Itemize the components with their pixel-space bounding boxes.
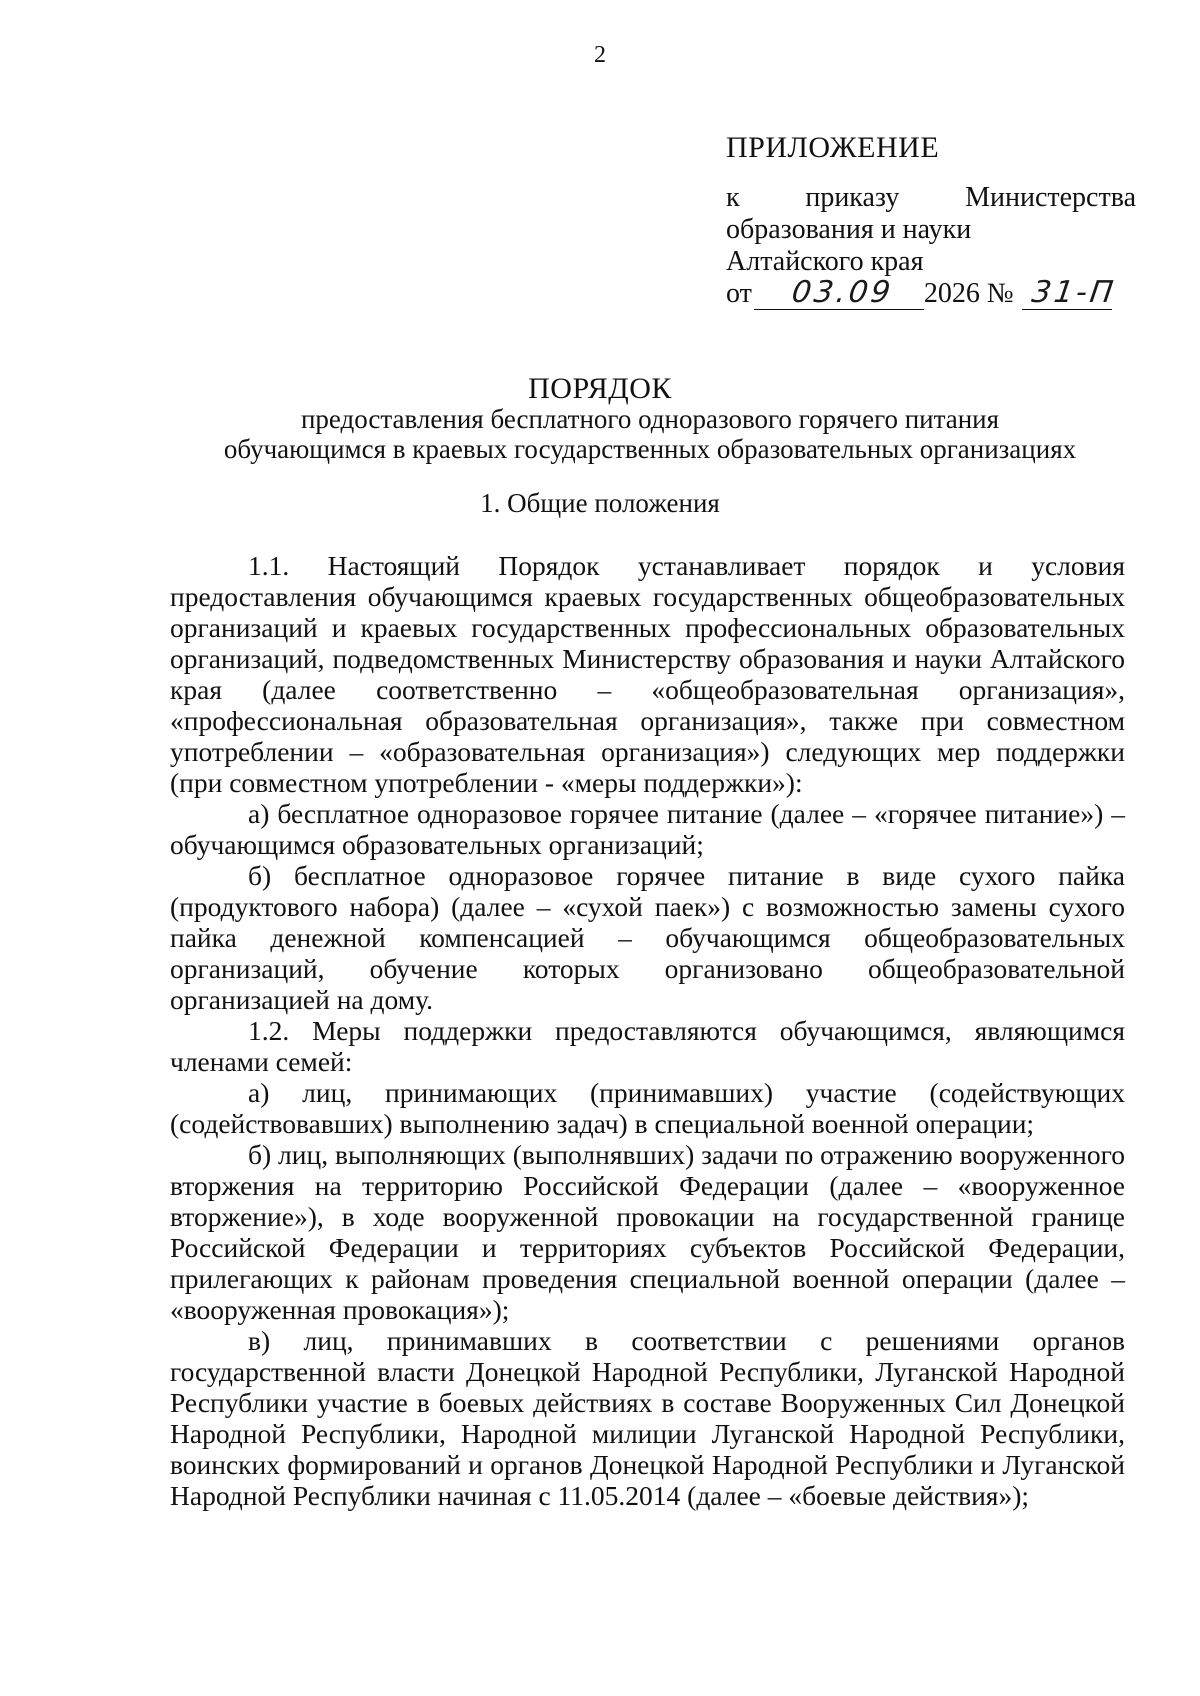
number-blank xyxy=(1022,275,1118,310)
document-body xyxy=(170,550,1125,1511)
section-heading: 1. Общие положения xyxy=(480,488,720,518)
paragraph-1-1-b: б) бесплатное одноразовое горячее питание в виде сухого пайка (продуктового набора) (далее – «сухой паек») с возможностью замены сухого пайка денежной компенсацией – обучающимся общеобразовательных организаций, обучение которых организовано общеобразовательной организацией на дому. xyxy=(170,860,1125,1015)
appendix-line-1: к приказу Министерства xyxy=(726,182,1136,213)
page-number: 2 xyxy=(594,42,606,68)
paragraph-1-2-b: б) лиц, выполняющих (выполнявших) задачи по отражению вооруженного вторжения на территорию Российской Федерации (далее – «вооруженное вторжение»), в ходе вооруженной провокации на государственной границе Российской Федерации и территориях субъектов Российской Федерации, прилегающих к районам проведения специальной военной операции (далее – «вооруженная провокация»); xyxy=(170,1139,1125,1325)
appendix-block xyxy=(726,132,1136,310)
paragraph-1-1: 1.1. Настоящий Порядок устанавливает порядок и условия предоставления обучающимся краевых государственных общеобразовательных организаций и краевых государственных профессиональных образовательных организаций, подведомственных Министерству образования и науки Алтайского края (далее соответственно – «общеобразовательная организация», «профессиональная образовательная организация», также при совместном употреблении – «образовательная организация») следующих мер поддержки (при совместном употреблении - «меры поддержки»): xyxy=(170,550,1125,798)
subtitle-line-2: обучающимся в краевых государственных образовательных организациях xyxy=(223,434,1077,464)
date-blank xyxy=(754,275,924,310)
order-year: 2026 № xyxy=(923,278,1014,309)
paragraph-1-2: 1.2. Меры поддержки предоставляются обучающимся, являющимся членами семей: xyxy=(170,1015,1125,1077)
handwritten-date: 03.09 xyxy=(789,275,896,310)
handwritten-number: 31-П xyxy=(1029,275,1118,310)
paragraph-1-1-a: а) бесплатное одноразовое горячее питание (далее – «горячее питание») – обучающимся образовательных организаций; xyxy=(170,798,1125,860)
subtitle-line-1: предоставления бесплатного одноразового горячего питания xyxy=(300,404,1000,434)
paragraph-1-2-a: а) лиц, принимающих (принимавших) участие (содействующих (содействовавших) выполнению задач) в специальной военной операции; xyxy=(170,1077,1125,1139)
appendix-line-3: Алтайского края xyxy=(726,246,924,277)
appendix-title: ПРИЛОЖЕНИЕ xyxy=(726,131,940,164)
appendix-date-line xyxy=(726,275,1136,310)
document-subtitle xyxy=(170,404,1130,464)
appendix-line-2: образования и науки xyxy=(726,214,972,245)
document-title: ПОРЯДОК xyxy=(528,372,672,405)
date-prefix: от xyxy=(726,278,752,309)
paragraph-1-2-v: в) лиц, принимавших в соответствии с решениями органов государственной власти Донецкой Народной Республики, Луганской Народной Республики участие в боевых действиях в составе Вооруженных Сил Донецкой Народной Республики, Народной милиции Луганской Народной Республики, воинских формирований и органов Донецкой Народной Республики и Луганской Народной Республики начиная с 11.05.2014 (далее – «боевые действия»); xyxy=(170,1325,1125,1511)
